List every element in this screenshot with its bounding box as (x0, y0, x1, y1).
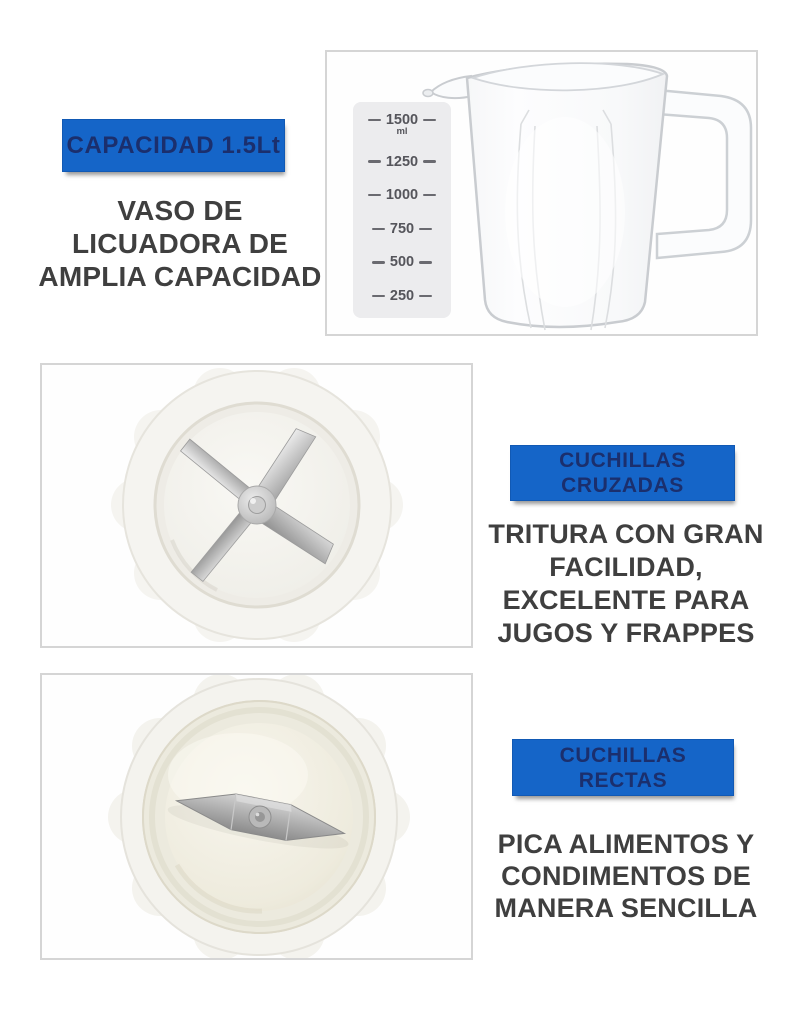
jar-photo (325, 50, 758, 336)
straight-blades-description (478, 828, 774, 924)
tick-dash (419, 295, 432, 298)
capacity-description-line: AMPLIA CAPACIDAD (38, 261, 322, 292)
tick-dash (368, 119, 381, 122)
cross-blades-badge-line: CRUZADAS (561, 474, 684, 497)
scale-tick (368, 112, 436, 136)
cross-blades-description-line: FACILIDAD, (549, 552, 703, 582)
cross-blades-photo (40, 363, 473, 648)
straight-blades-badge-line: CUCHILLAS (559, 743, 687, 767)
tick-dash (368, 194, 381, 197)
capacity-description-line: VASO DE (117, 195, 243, 226)
straight-blades-description-line: MANERA SENCILLA (494, 893, 758, 923)
capacity-description (22, 194, 338, 293)
blade-hub-bolt (238, 486, 276, 524)
scale-tick (368, 187, 436, 203)
tick-dash (368, 160, 381, 163)
tick-value: 1250 (385, 153, 419, 170)
straight-blades-description-line: CONDIMENTOS DE (501, 861, 751, 891)
cross-blades-badge (510, 445, 735, 501)
tick-value: 250 (389, 287, 415, 304)
cross-blades-badge-line: CUCHILLAS (559, 449, 686, 472)
cross-blades-description (478, 518, 774, 650)
tick-value: 500 (389, 254, 415, 271)
cross-blades-description-line: EXCELENTE PARA (502, 585, 750, 615)
tick-dash (423, 160, 436, 163)
tick-dash (423, 194, 436, 197)
blade-hub-bolt (249, 806, 271, 828)
straight-blades-photo (40, 673, 473, 960)
straight-blades-badge (512, 739, 734, 796)
scale-tick (372, 288, 432, 304)
tick-value: 750 (389, 220, 415, 237)
tick-value: 1500 (385, 112, 419, 128)
capacity-description-line: LICUADORA DE (71, 228, 289, 259)
tick-dash (372, 295, 385, 298)
tick-value: 1000 (385, 187, 419, 204)
tick-dash (423, 119, 436, 122)
tick-dash (372, 261, 385, 264)
cross-blades-description-line: TRITURA CON GRAN (488, 519, 764, 549)
jar-measurement-scale (353, 102, 451, 318)
capacity-badge (62, 119, 285, 172)
scale-tick (368, 154, 436, 170)
scale-tick (372, 221, 432, 237)
scale-tick (372, 254, 432, 270)
tick-dash (419, 228, 432, 231)
cross-blade-illustration (42, 365, 471, 646)
jar-handle (657, 90, 751, 258)
scale-unit: ml (396, 126, 408, 137)
straight-blade-illustration (42, 675, 471, 958)
cross-blades-description-line: JUGOS Y FRAPPES (497, 618, 755, 648)
straight-blades-badge-line: RECTAS (578, 768, 668, 792)
straight-blades-description-line: PICA ALIMENTOS Y (497, 829, 755, 859)
tick-dash (419, 261, 432, 264)
capacity-badge-label: CAPACIDAD 1.5Lt (66, 131, 281, 159)
tick-dash (372, 228, 385, 231)
